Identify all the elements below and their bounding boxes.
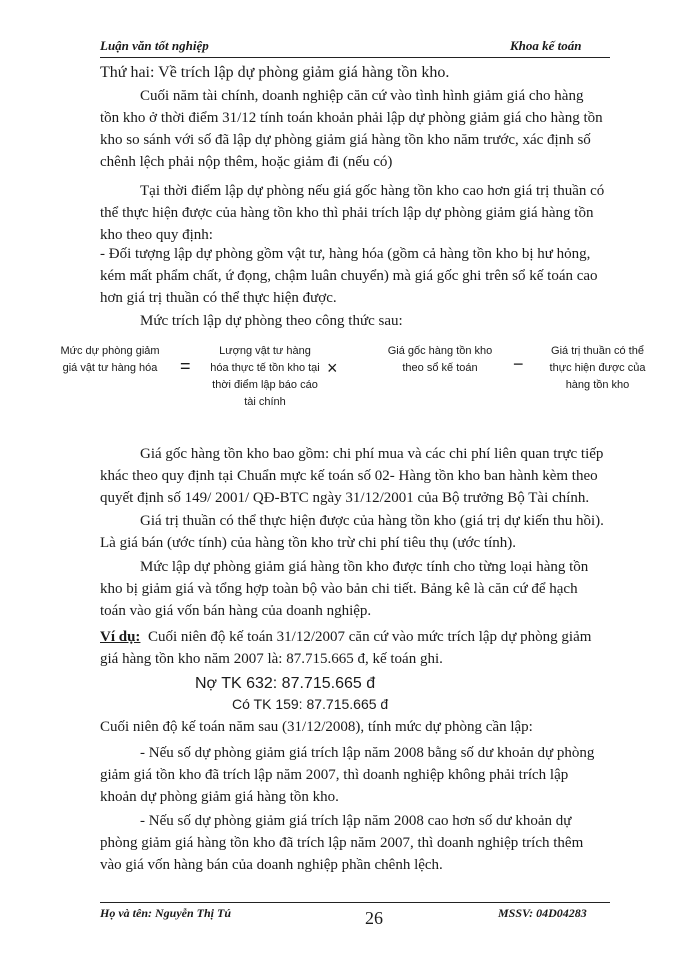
formula-intro: Mức trích lập dự phòng theo công thức sau:	[140, 313, 403, 329]
paragraph-1	[100, 85, 660, 173]
example-line-2: giá hàng tồn kho năm 2007 là: 87.715.665 đ, kế toán ghi.	[100, 651, 443, 667]
paragraph-2	[100, 180, 660, 246]
minus-operator: −	[513, 354, 524, 374]
text-line: tồn kho ở thời điểm 31/12 tính toán khoản phải lập dự phòng giảm giá cho hàng tồn	[100, 110, 603, 126]
credit-entry: Có TK 159: 87.715.665 đ	[232, 696, 389, 712]
example-block	[100, 626, 660, 670]
text-line: vào giá vốn hàng bán của doanh nghiệp phần chênh lệch.	[100, 857, 443, 873]
text-line: kém mất phẩm chất, ứ đọng, chậm luân chuyển) mà giá gốc ghi trên sổ kế toán cao	[100, 268, 598, 284]
footer-rule	[100, 902, 610, 903]
paragraph-8	[100, 742, 660, 808]
paragraph-6	[100, 556, 660, 622]
text-line: khoản dự phòng giảm giá hàng tồn kho.	[100, 789, 339, 805]
formula-line: hóa thực tế tồn kho tại	[210, 362, 320, 374]
text-line: khác theo quy định tại Chuẩn mực kế toán số 02- Hàng tồn kho ban hành kèm theo	[100, 468, 598, 484]
text-line: kho theo quy định:	[100, 227, 213, 243]
header-left: Luận văn tốt nghiệp	[100, 38, 209, 53]
text-line: Giá gốc hàng tồn kho bao gồm: chi phí mua và các chi phí liên quan trực tiếp	[140, 446, 604, 462]
formula-term-net-value	[535, 343, 660, 394]
paragraph-9	[100, 810, 660, 876]
text-line: - Đối tượng lập dự phòng gồm vật tư, hàng hóa (gồm cả hàng tồn kho bị hư hỏng,	[100, 246, 591, 262]
text-line: Là giá bán (ước tính) của hàng tồn kho trừ chi phí tiêu thụ (ước tính).	[100, 535, 516, 551]
text-line: Cuối năm tài chính, doanh nghiệp căn cứ vào tình hình giảm giá cho hàng	[140, 88, 584, 104]
page-number: 26	[365, 908, 383, 928]
text-line: - Nếu số dự phòng giảm giá trích lập năm 2008 bằng số dư khoản dự phòng	[140, 745, 595, 761]
formula-term-cost	[370, 343, 510, 377]
text-line: chênh lệch phải nộp thêm, hoặc giảm đi (nếu có)	[100, 154, 393, 170]
formula-line: Mức dự phòng giảm	[60, 345, 160, 357]
paragraph-4	[100, 443, 660, 509]
section-title: Thứ hai: Về trích lập dự phòng giảm giá hàng tồn kho.	[100, 64, 450, 81]
text-line: kho so sánh với số đã lập dự phòng giảm giá hàng tồn kho năm trước, xác định số	[100, 132, 591, 148]
text-line: hơn giá trị thuần có thể thực hiện được.	[100, 290, 337, 306]
footer-student-code: MSSV: 04D04283	[498, 906, 587, 920]
formula-term-reserve-level	[45, 343, 175, 377]
formula-line: giá vật tư hàng hóa	[62, 362, 158, 374]
text-line: kho bị giảm giá và tổng hợp toàn bộ vào bản chi tiết. Bảng kê là căn cứ để hạch	[100, 581, 578, 597]
equals-operator: =	[180, 356, 191, 376]
formula-line: theo sổ kế toán	[402, 362, 478, 374]
text-line: giảm giá tồn kho đã trích lập năm 2007, thì doanh nghiệp không phải trích lập	[100, 767, 569, 783]
formula-line: thực hiện được của	[549, 362, 646, 374]
text-line: quyết định số 149/ 2001/ QĐ-BTC ngày 31/12/2001 của Bộ trưởng Bộ Tài chính.	[100, 490, 590, 506]
text-line	[100, 626, 660, 648]
paragraph-5	[100, 510, 660, 554]
text-line: - Nếu số dự phòng giảm giá trích lập năm 2008 cao hơn số dư khoản dự	[140, 813, 572, 829]
example-line-1: Cuối niên độ kế toán 31/12/2007 căn cứ vào mức trích lập dự phòng giảm	[147, 629, 592, 645]
paragraph-3	[100, 243, 660, 309]
example-label: Ví dụ:	[100, 629, 141, 645]
formula-term-quantity	[205, 343, 325, 411]
multiply-operator: ×	[327, 358, 338, 378]
footer-author: Họ và tên: Nguyễn Thị Tú	[100, 906, 231, 920]
text-line: Tại thời điểm lập dự phòng nếu giá gốc hàng tồn kho cao hơn giá trị thuần có	[140, 183, 605, 199]
text-line: Giá trị thuần có thể thực hiện được của hàng tồn kho (giá trị dự kiến thu hồi).	[140, 513, 604, 529]
formula-line: Giá gốc hàng tồn kho	[387, 345, 493, 357]
formula-line: tài chính	[244, 396, 286, 408]
text-line: toán vào giá vốn bán hàng của doanh nghiệp.	[100, 603, 372, 619]
header-right: Khoa kế toán	[510, 38, 582, 53]
header-rule	[100, 57, 610, 58]
debit-entry: Nợ TK 632: 87.715.665 đ	[195, 675, 376, 692]
text-line: thể thực hiện được của hàng tồn kho thì phải trích lập dự phòng giảm giá hàng tồn	[100, 205, 594, 221]
text-line: Mức lập dự phòng giảm giá hàng tồn kho được tính cho từng loại hàng tồn	[140, 559, 589, 575]
formula-line: thời điểm lập báo cáo	[212, 379, 318, 391]
formula-line: hàng tồn kho	[565, 379, 630, 391]
paragraph-7: Cuối niên độ kế toán năm sau (31/12/2008), tính mức dự phòng cần lập:	[100, 719, 533, 735]
formula-line: Giá trị thuần có thể	[551, 345, 644, 357]
formula-line: Lượng vật tư hàng	[219, 345, 311, 357]
text-line: phòng giảm giá hàng tồn kho đã trích lập năm 2007, thì doanh nghiệp trích thêm	[100, 835, 584, 851]
